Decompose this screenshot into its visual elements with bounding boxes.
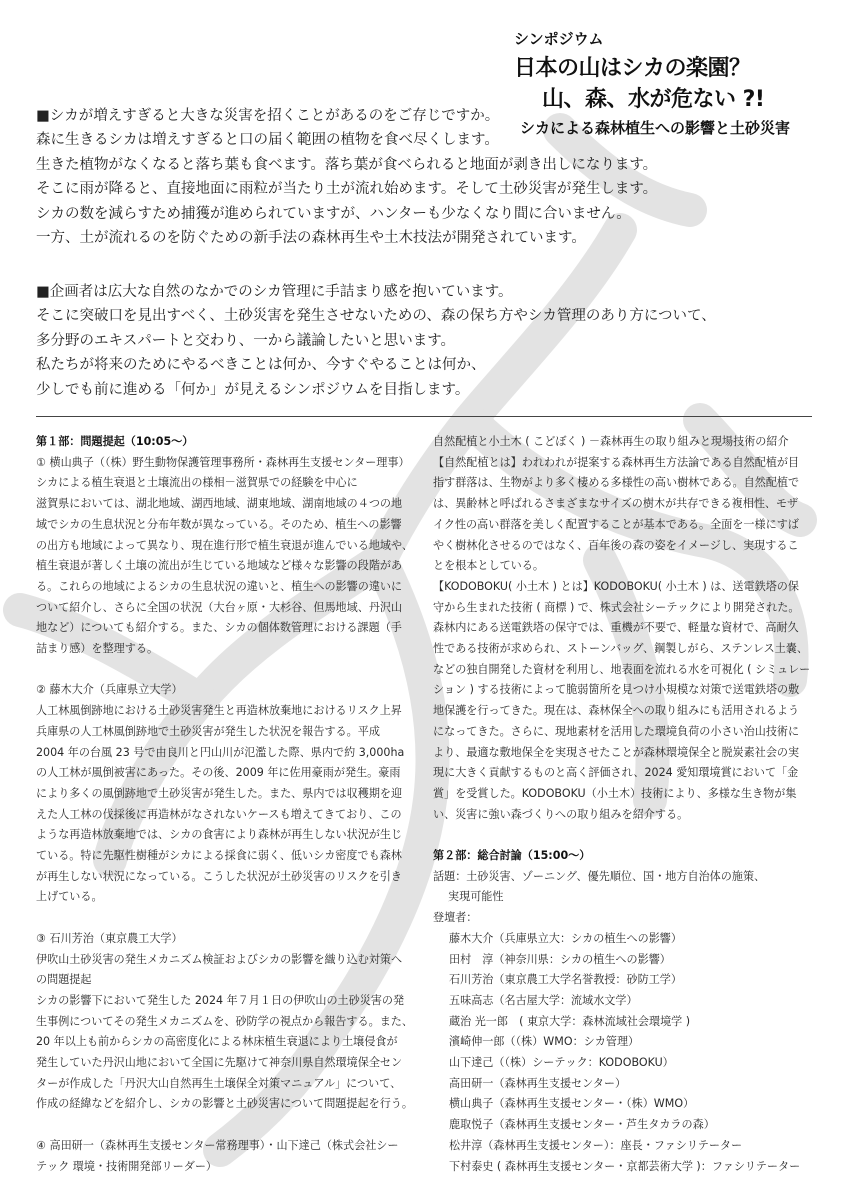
speaker1-body-line: る。これらの地域によるシカの生息状況の違いと、植生への影響の違いに (36, 579, 403, 593)
speaker4-body-line: より、最適な敷地保全を実現させたことが森林環境保全と脱炭素社会の実 (433, 745, 800, 759)
speaker4-body-line: ション ) する技術によって脆弱箇所を見つけ小規模な対策で送電鉄塔の敷 (433, 683, 800, 697)
discussion-topic: 話題：土砂災害、ゾーニング、優先順位、国・地方自治体の施策、 (433, 869, 766, 883)
discussion-topic: 実現可能性 (448, 890, 504, 904)
speaker1-name: ① 横山典子（（株）野生動物保護管理事務所・森林再生支援センター理事） (36, 455, 410, 469)
speaker4-body-line: 地保護を行ってきた。現在は、森林保全への取り組みにも活用されるよう (433, 704, 800, 718)
speaker3-body-line: 20 年以上も前からシカの高密度化による林床植生衰退により土壌侵食が (36, 1035, 398, 1049)
speaker2-body-line: が再生しない状況になっている。こうした状況が土砂災害のリスクを引き (36, 869, 402, 883)
speaker4-body-line: イク性の高い群落を美しく配置することが基本である。全面を一様にすば (433, 517, 799, 531)
speaker1-body-line: 植生衰退が著しく土壌の流出が生じている地域など様々な影響の段階があ (36, 559, 403, 573)
speaker4-body-line: などの独自開発した資材を利用し、地表面を流れる水を可視化 ( シミュレー (433, 662, 811, 676)
right-column (433, 432, 821, 1177)
speaker4-body-line: は、異齢林と呼ばれるさまざまなサイズの樹木が共存できる複相性、モザ (433, 497, 799, 511)
speaker2-body-line: ような再造林放棄地では、シカの食害により森林が再生しない状況が生じ (36, 828, 403, 842)
speaker4-body-line: 性である技術が求められ、ストーンバッグ、鋼製しがら、ステンレス土嚢、 (433, 642, 809, 656)
intro-line: 少しでも前に進める「何か」が見えるシンポジウムを目指します。 (36, 381, 470, 398)
speaker3-name: ③ 石川芳治（東京農工大学） (36, 931, 183, 945)
speaker4-body-line: 【KODOBOKU( 小土木 ) とは】KODOBOKU( 小土木 ) は、送電鉄塔の保 (433, 579, 799, 593)
speaker2-body-line: 上げている。 (36, 890, 103, 904)
speaker4-name: テック 環境・技術開発部リーダー） (36, 1159, 218, 1173)
intro-line: そこに突破口を見出すべく、土砂災害を発生させないための、森の保ち方やシカ管理のあり方について、 (36, 308, 716, 325)
intro-line: 私たちが将来のためにやるべきことは何か、今すぐやることは何か、 (36, 357, 486, 374)
intro-paragraph-2 (36, 280, 826, 402)
section-divider (36, 416, 812, 417)
intro-line: 森に生きるシカは増えすぎると口の届く範囲の植物を食べ尽くします。 (36, 132, 499, 149)
speaker1-body-line: の出方も地域によって異なり、現在進行形で植生衰退が進んでいる地域や、 (36, 538, 413, 552)
speaker3-body-line: 作成の経緯などを紹介し、シカの影響と土砂災害について問題提起を行う。 (36, 1097, 413, 1111)
speaker3-body-line: 発生していた丹沢山地において全国に先駆けて神奈川県自然環境保全セン (36, 1056, 403, 1070)
speaker2-body-line: 2004 年の台風 23 号で由良川と円山川が氾濫した際、県内で約 3,000ha (36, 745, 405, 759)
speaker4-talk-title: 自然配植と小土木 ( こどぼく ) －森林再生の取り組みと現場技術の紹介 (433, 435, 789, 448)
part2-heading: 第２部：総合討論（15:00〜） (433, 849, 591, 863)
left-column (36, 432, 424, 1177)
intro-line: 多分野のエキスパートと交わり、一から議論したいと思います。 (36, 332, 456, 349)
panelist-item: 鹿取悦子（森林再生支援センター・芦生タカラの森） (449, 1118, 715, 1132)
part1-heading: 第１部：問題提起（10:05〜） (36, 435, 194, 448)
page-title-line-2: 山、森、水が危ない ?! (542, 87, 765, 112)
speaker4-body-line: 守から生まれた技術 ( 商標 ) で、株式会社シーテックにより開発された。 (433, 600, 800, 614)
speaker1-talk-title: シカによる植生衰退と土壌流出の様相－滋賀県での経験を中心に (36, 476, 358, 490)
speaker3-body-line: ターが作成した「丹沢大山自然再生土壌保全対策マニュアル」について、 (36, 1076, 402, 1090)
panelist-item: 山下達己（（株）シーテック：KODOBOKU） (449, 1056, 674, 1070)
panelist-item: 松井淳（森林再生支援センター）：座長・ファシリテーター (449, 1138, 743, 1152)
speaker4-name: ④ 高田研一（森林再生支援センター常務理事）・山下達己（株式会社シー (36, 1138, 399, 1152)
speaker4-body-line: 賞」を受賞した。KODOBOKU（小土木）技術により、多様な生き物が集 (433, 786, 797, 800)
speaker2-talk-title: 人工林風倒跡地における土砂災害発生と再造林放棄地におけるリスク上昇 (36, 704, 402, 718)
speaker4-body-line: 現に大きく貢献するものと高く評価され、2024 愛知環境賞において「金 (433, 766, 799, 780)
panelist-item: 高田研一（森林再生支援センター） (449, 1076, 627, 1090)
speaker4-body-line: になってきた。さらに、現地素材を活用した環境負荷の小さい治山技術に (433, 724, 800, 738)
intro-line: 一方、土が流れるのを防ぐための新手法の森林再生や土木技法が開発されています。 (36, 230, 586, 247)
panelist-item: 蔵治 光一郎 ( 東京大学：森林流域社会環境学 ) (449, 1014, 691, 1028)
intro-line: ■企画者は広大な自然のなかでのシカ管理に手詰まり感を抱いています。 (36, 284, 513, 300)
speaker1-body-line: 域でシカの生息状況と分布年数が異なっている。そのため、植生への影響 (36, 517, 402, 531)
panelist-item: 下村泰史 ( 森林再生支援センター・京都芸術大学 )：ファシリテーター (449, 1159, 801, 1173)
intro-line: シカの数を減らすため捕獲が進められていますが、ハンターも少なくなり間に合いません。 (36, 205, 631, 222)
speaker3-body-line: シカの影響下において発生した 2024 年７月１日の伊吹山の土砂災害の発 (36, 993, 405, 1007)
panelist-item: 石川芳治（東京農工大学名誉教授：砂防工学） (449, 973, 682, 987)
speaker2-body-line: 兵庫県の人工林風倒跡地で土砂災害が発生した状況を報告する。平成 (36, 724, 380, 738)
speaker2-body-line: ている。特に先駆性樹種がシカによる採食に弱く、低いシカ密度でも森林 (36, 849, 402, 863)
speaker1-body-line: 詰まり感）を整理する。 (36, 642, 159, 656)
intro-line: そこに雨が降ると、直接地面に雨粒が当たり土が流れ始めます。そして土砂災害が発生します。 (36, 181, 658, 198)
speaker4-body-line: 【自然配植とは】われわれが提案する森林再生方法論である自然配植が目 (433, 455, 800, 469)
page-subtitle: シカによる森林植生への影響と土砂災害 (520, 119, 791, 137)
panelist-item: 五味高志（名古屋大学：流域水文学） (449, 993, 638, 1007)
speaker4-body-line: 森林内にある送電鉄塔の保守では、重機が不要で、軽量な資材で、高耐久 (433, 621, 799, 635)
symposium-label: シンポジウム (514, 30, 604, 48)
panelist-item: 濱崎伸一郎（（株）WMO：シカ管理） (449, 1035, 640, 1049)
speaker3-talk-title: 伊吹山土砂災害の発生メカニズム検証およびシカの影響を織り込む対策へ (36, 952, 403, 966)
speaker1-body-line: 滋賀県においては、湖北地域、湖西地域、湖東地域、湖南地域の４つの地 (36, 497, 403, 511)
intro-line: 生きた植物がなくなると落ち葉も食べます。落ち葉が食べられると地面が剥き出しになります。 (36, 156, 658, 173)
speaker1-body-line: ついて紹介し、さらに全国の状況（大台ヶ原・大杉谷、但馬地域、丹沢山 (36, 600, 403, 614)
speaker4-body-line: とを根本としている。 (433, 559, 544, 573)
panelists-label: 登壇者： (433, 911, 478, 925)
intro-line: ■シカが増えすぎると大きな災害を招くことがあるのをご存じですか。 (36, 108, 500, 124)
speaker4-body-line: やく樹林化させるのではなく、百年後の森の姿をイメージし、実現するこ (433, 538, 799, 552)
panelist-item: 藤木大介（兵庫県立大：シカの植生への影響） (449, 931, 682, 945)
speaker4-body-line: い、災害に強い森づくりへの取り組みを紹介する。 (433, 807, 689, 821)
page-title-line-1: 日本の山はシカの楽園？ (514, 56, 751, 81)
speaker2-name: ② 藤木大介（兵庫県立大学） (36, 683, 183, 697)
speaker4-body-line: 指す群落は、生物がより多く棲める多様性の高い樹林である。自然配植で (433, 476, 800, 490)
speaker2-body-line: の人工林が風倒被害にあった。その後、2009 年に佐用豪雨が発生。豪雨 (36, 766, 401, 780)
speaker1-body-line: 地など）についても紹介する。また、シカの個体数管理における課題（手 (36, 621, 402, 635)
speaker2-body-line: により多くの風倒跡地で土砂災害が発生した。また、県内では収穫期を迎 (36, 786, 403, 800)
speaker3-body-line: 生事例についてその発生メカニズムを、砂防学の視点から報告する。また、 (36, 1014, 413, 1028)
speaker2-body-line: えた人工林の伐採後に再造林がなされないケースも増えてきており、この (36, 807, 402, 821)
intro-paragraph-1 (36, 104, 826, 250)
panelist-item: 横山典子（森林再生支援センター・（株）WMO） (449, 1097, 695, 1111)
speaker3-talk-title: の問題提起 (36, 973, 92, 987)
panelist-item: 田村 淳（神奈川県：シカの植生への影響） (449, 952, 671, 966)
